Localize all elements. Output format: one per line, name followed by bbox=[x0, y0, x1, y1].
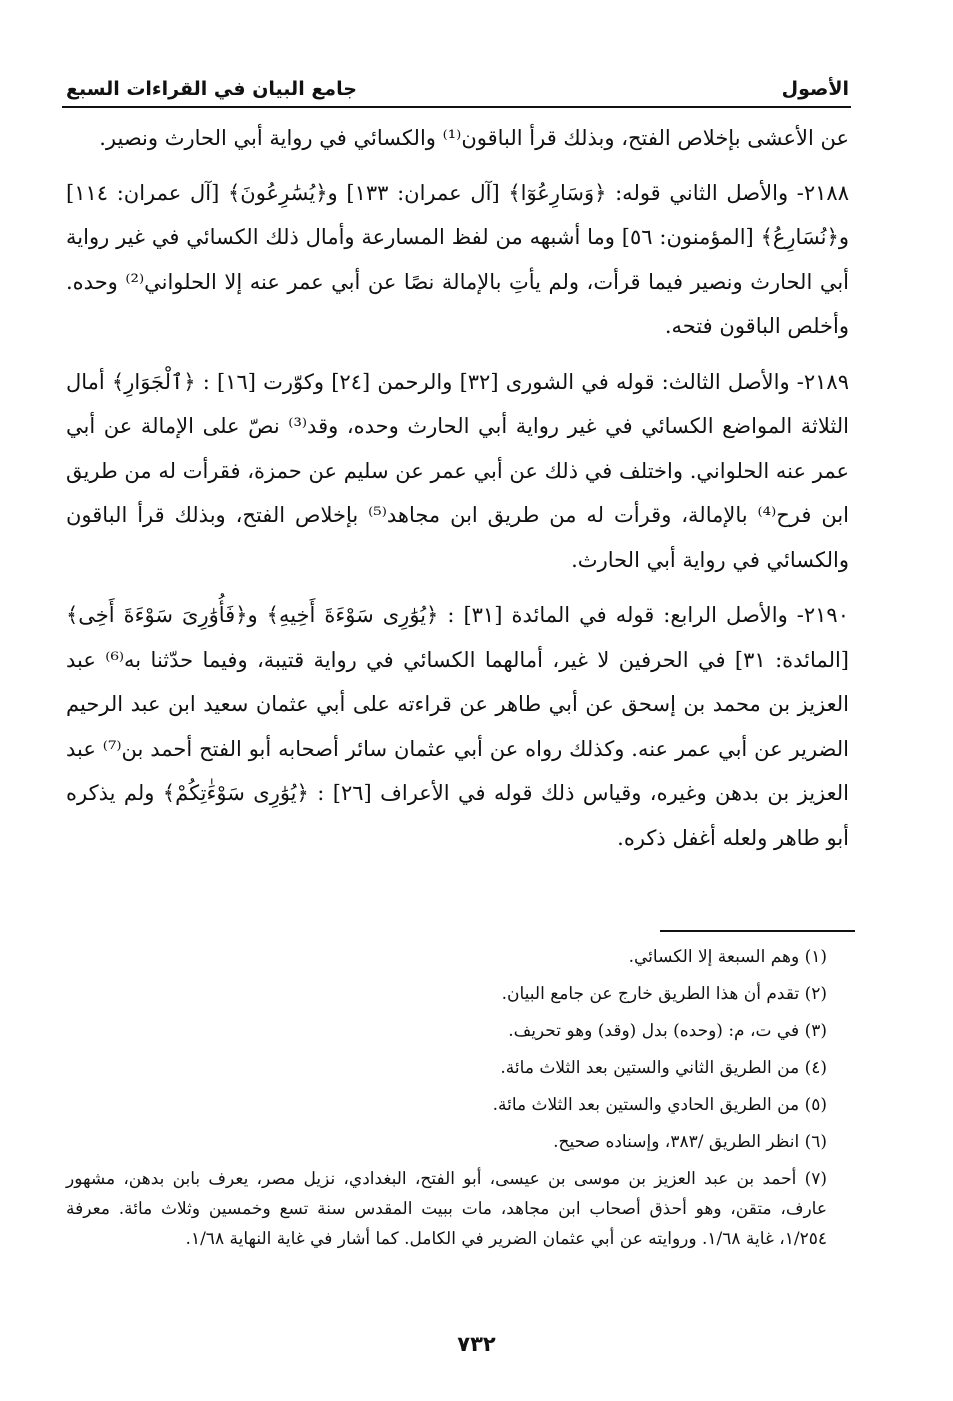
footnote-divider bbox=[660, 930, 855, 932]
footnotes bbox=[66, 942, 827, 1260]
paragraph-2188: ٢١٨٨- والأصل الثاني قوله: ﴿وَسَارِعُوٓا﴾ [آل عمران: ١٣٣] و﴿يُسَٰرِعُونَ﴾ [آل عمران: ١١٤] و﴿نُسَارِعُ﴾ [المؤمنون: ٥٦] وما أشبهه من لفظ المسارعة وأمال ذلك الكسائي في غير رواية أبي الحارث ونصير فيما قرأت، ولم يأتِ بالإمالة نصًا عن أبي عمر عنه إلا الحلواني⁽²⁾ وحده. وأخلص الباقون فتحه. bbox=[66, 180, 850, 338]
header-divider bbox=[62, 106, 851, 108]
section-title: الأصول bbox=[781, 78, 849, 100]
footnote-5: (٥) من الطريق الحادي والستين بعد الثلاث مائة. bbox=[492, 1095, 827, 1115]
paragraph-continuation: عن الأعشى بإخلاص الفتح، وبذلك قرأ الباقون⁽¹⁾ والكسائي في رواية أبي الحارث ونصير. bbox=[99, 126, 849, 150]
footnote-6: (٦) انظر الطريق /٣٨٣، وإسناده صحيح. bbox=[553, 1132, 827, 1152]
footnote-4: (٤) من الطريق الثاني والستين بعد الثلاث مائة. bbox=[500, 1058, 827, 1078]
footnote-2: (٢) تقدم أن هذا الطريق خارج عن جامع البيان. bbox=[501, 984, 827, 1004]
footnote-1: (١) وهم السبعة إلا الكسائي. bbox=[628, 947, 827, 967]
running-header bbox=[66, 60, 849, 100]
book-title: جامع البيان في القراءات السبع bbox=[66, 78, 357, 100]
paragraph-2190: ٢١٩٠- والأصل الرابع: قوله في المائدة [٣١] : ﴿يُوَٰرِى سَوْءَةَ أَخِيهِ﴾ و﴿فَأُوَٰرِىَ سَوْءَةَ أَخِى﴾ [المائدة: ٣١] في الحرفين لا غير، أمالهما الكسائي في رواية قتيبة، وفيما حدّثنا به⁽⁶⁾ عبد العزيز بن محمد بن إسحق عن أبي طاهر عن قراءته على أبي عثمان سعيد ابن عبد الرحيم الضرير عن أبي عمر عنه. وكذلك رواه عن أبي عثمان سائر أصحابه أبو الفتح أحمد بن⁽⁷⁾ عبد العزيز بن بدهن وغيره، وقياس ذلك قوله في الأعراف [٢٦] : ﴿يُوَٰرِى سَوْءَٰتِكُمْ﴾ ولم يذكره أبو طاهر ولعله أغفل ذكره. bbox=[66, 603, 850, 850]
footnote-3: (٣) في ت، م: (وحده) بدل (وقد) وهو تحريف. bbox=[508, 1021, 827, 1041]
page-number: ٧٣٢ bbox=[457, 1332, 496, 1356]
main-text bbox=[66, 116, 849, 871]
footnote-7: (٧) أحمد بن عبد العزيز بن موسى بن عيسى، أبو الفتح، البغدادي، نزيل مصر، يعرف بابن بدهن، مشهور عارف، متقن، وهو أحذق أصحاب ابن مجاهد، مات ببيت المقدس سنة تسع وخمسين وثلاث مائة. معرفة ١/٢٥٤، غاية ١/٦٨. وروايته عن أبي عثمان الضرير في الكامل. كما أشار في غاية النهاية ١/٦٨. bbox=[66, 1169, 827, 1249]
paragraph-2189: ٢١٨٩- والأصل الثالث: قوله في الشورى [٣٢] والرحمن [٢٤] وكوّرت [١٦] : ﴿ٱلْجَوَارِ﴾ أمال الثلاثة المواضع الكسائي في غير رواية أبي الحارث وحده، وقد⁽³⁾ نصّ على الإمالة عن أبي عمر عنه الحلواني. واختلف في ذلك عن أبي عمر عن سليم عن حمزة، فقرأت له من طريق ابن فرح⁽⁴⁾ بالإمالة، وقرأت له من طريق ابن مجاهد⁽⁵⁾ بإخلاص الفتح، وبذلك قرأ الباقون والكسائي في رواية أبي الحارث. bbox=[66, 369, 850, 572]
